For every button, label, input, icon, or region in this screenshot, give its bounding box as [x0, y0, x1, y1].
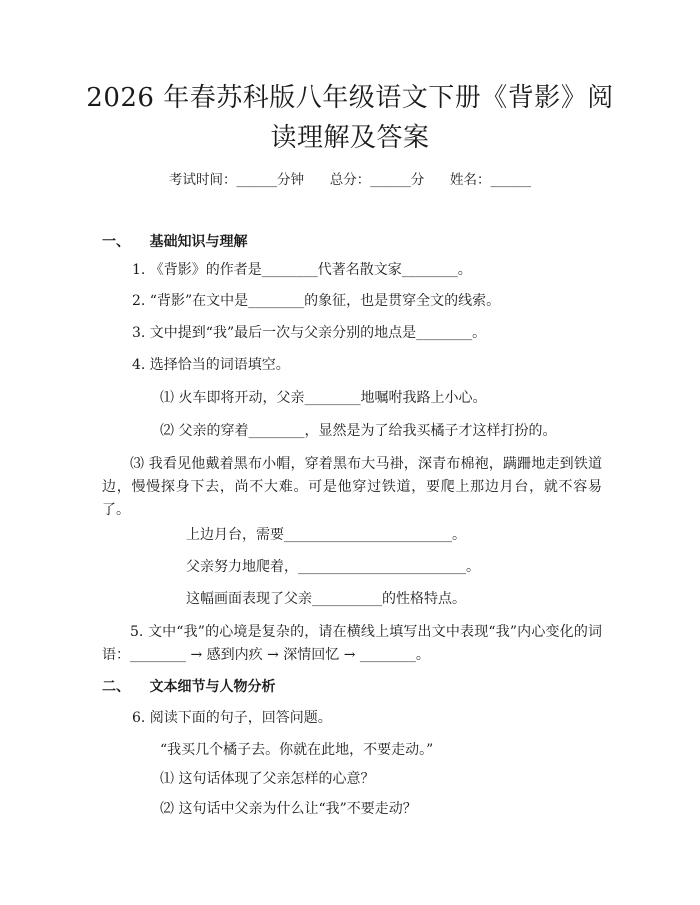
question-2: 2. “背影”在文中是________的象征，也是贯穿全文的线索。: [132, 293, 501, 309]
question-6-quote: “我买几个橘子去。你就在此地，不要走动。”: [160, 742, 434, 758]
question-1: 1. 《背影》的作者是________代著名散文家________。: [132, 262, 472, 278]
question-4-3-blank-c: 这幅画面表现了父亲__________的性格特点。: [186, 591, 466, 607]
question-3: 3. 文中提到“我”最后一次与父亲分别的地点是________。: [132, 325, 487, 341]
section1-heading: 一、 基础知识与理解: [102, 234, 248, 250]
question-4-2: ⑵ 父亲的穿着________，显然是为了给我买橘子才这样打扮的。: [160, 423, 557, 439]
question-4-3-passage: ⑶ 我看见他戴着黑布小帽，穿着黑布大马褂，深青布棉袍，蹒跚地走到铁道边，慢慢探身下去，尚不大难。可是他穿过铁道，要爬上那边月台，就不容易了。: [102, 456, 602, 518]
question-5: 5. 文中“我”的心境是复杂的，请在横线上填写出文中表现“我”内心变化的词语：________ → 感到内疚 → 深情回忆 → ________。: [102, 624, 602, 663]
question-4: 4. 选择恰当的词语填空。: [132, 357, 290, 373]
question-4-1: ⑴ 火车即将开动，父亲________地嘱咐我路上小心。: [160, 390, 487, 406]
document-title-line2: 读理解及答案: [270, 123, 430, 153]
question-4-3-blank-a: 上边月台，需要________________________。: [186, 527, 466, 543]
document-title-line1: 2026 年春苏科版八年级语文下册《背影》阅: [86, 83, 614, 113]
question-6-1: ⑴ 这句话体现了父亲怎样的心意？: [160, 771, 375, 787]
question-6-2: ⑵ 这句话中父亲为什么让“我”不要走动？: [160, 801, 417, 817]
exam-info: 考试时间：______分钟 总分：______分 姓名：______: [169, 172, 531, 188]
section2-heading: 二、 文本细节与人物分析: [102, 679, 276, 695]
question-6: 6. 阅读下面的句子，回答问题。: [132, 710, 332, 726]
question-4-3-blank-b: 父亲努力地爬着，________________________。: [186, 559, 480, 575]
